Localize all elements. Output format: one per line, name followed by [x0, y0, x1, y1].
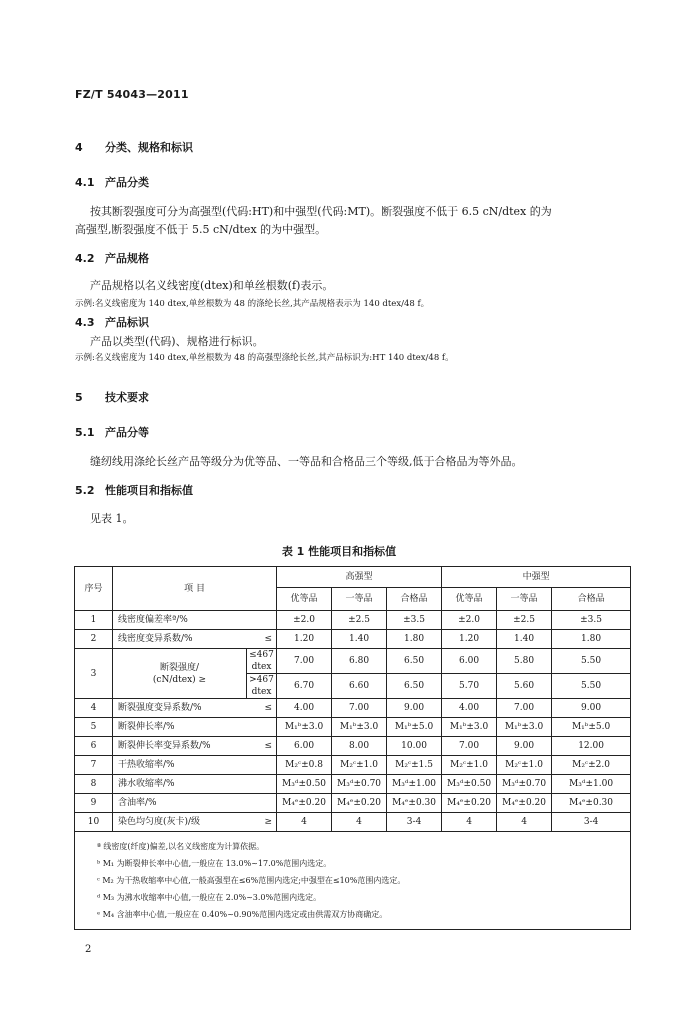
- row-condition: ≤467 dtex: [247, 649, 277, 674]
- table-header-row: [75, 567, 631, 588]
- section-title: 产品标识: [105, 316, 149, 329]
- cell: ±2.5: [497, 611, 552, 630]
- section-4-1-text-line2: 高强型,断裂强度不低于 5.5 cN/dtex 的为中强型。: [75, 223, 327, 236]
- row-item: 断裂伸长率变异系数/%: [113, 737, 247, 756]
- cell: M₄ᵉ±0.30: [387, 794, 442, 813]
- cell: 6.50: [387, 649, 442, 674]
- row-item: 线密度变异系数/%: [113, 630, 247, 649]
- row-no: 5: [75, 718, 113, 737]
- table-row: [75, 699, 631, 718]
- cell: M₁ᵇ±5.0: [552, 718, 631, 737]
- cell: ±3.5: [552, 611, 631, 630]
- cell: 1.80: [552, 630, 631, 649]
- cell: 4.00: [442, 699, 497, 718]
- cell: M₂ᶜ±1.5: [387, 756, 442, 775]
- cell: 3-4: [552, 813, 631, 832]
- cell: 8.00: [332, 737, 387, 756]
- cell: 6.60: [332, 674, 387, 699]
- section-4-1-text-line1: 按其断裂强度可分为高强型(代码:HT)和中强型(代码:MT)。断裂强度不低于 6.5 cN/dtex 的为: [90, 205, 552, 218]
- row-no: 7: [75, 756, 113, 775]
- cell: 7.00: [277, 649, 332, 674]
- cell: M₃ᵈ±0.50: [277, 775, 332, 794]
- cell: 4: [442, 813, 497, 832]
- header-item: 项 目: [113, 567, 277, 611]
- header-no: 序号: [75, 567, 113, 611]
- section-number: 4.1: [75, 176, 95, 189]
- section-4-heading: [75, 139, 193, 155]
- section-4-3-heading: [75, 314, 149, 330]
- table-note: ᵇ M₁ 为断裂伸长率中心值,一般应在 13.0%~17.0%范围内选定。: [97, 859, 332, 868]
- cell: 6.80: [332, 649, 387, 674]
- cell: 5.80: [497, 649, 552, 674]
- cell: 4: [497, 813, 552, 832]
- cell: M₃ᵈ±0.70: [332, 775, 387, 794]
- cell: M₃ᵈ±1.00: [552, 775, 631, 794]
- header-medium-strength: 中强型: [442, 567, 631, 588]
- section-4-3-text: 产品以类型(代码)、规格进行标识。: [90, 335, 264, 348]
- cell: 1.40: [497, 630, 552, 649]
- section-title: 分类、规格和标识: [105, 141, 193, 154]
- cell: 12.00: [552, 737, 631, 756]
- section-5-1-text: 缝纫线用涤纶长丝产品等级分为优等品、一等品和合格品三个等级,低于合格品为等外品。: [90, 455, 523, 468]
- row-item: 染色均匀度(灰卡)/级: [113, 813, 247, 832]
- section-title: 技术要求: [105, 391, 149, 404]
- row-no: 3: [75, 649, 113, 699]
- cell: 7.00: [497, 699, 552, 718]
- row-operator: ≥: [247, 813, 277, 832]
- cell: M₂ᶜ±2.0: [552, 756, 631, 775]
- cell: 9.00: [497, 737, 552, 756]
- cell: 10.00: [387, 737, 442, 756]
- table-notes-row: [75, 832, 631, 930]
- cell: 1.20: [277, 630, 332, 649]
- section-title: 产品分类: [105, 176, 149, 189]
- cell: 7.00: [332, 699, 387, 718]
- cell: M₁ᵇ±3.0: [442, 718, 497, 737]
- section-4-1-heading: [75, 174, 149, 190]
- page-number: 2: [85, 944, 92, 955]
- row-item: 断裂伸长率/%: [113, 718, 277, 737]
- section-number: 5.2: [75, 484, 95, 497]
- table-row: [75, 737, 631, 756]
- cell: 1.40: [332, 630, 387, 649]
- table-row: [75, 775, 631, 794]
- cell: 4: [277, 813, 332, 832]
- cell: 6.00: [277, 737, 332, 756]
- table-note: ᵈ M₃ 为沸水收缩率中心值,一般应在 2.0%~3.0%范围内选定。: [97, 893, 322, 902]
- header-grade: 一等品: [332, 588, 387, 611]
- row-no: 8: [75, 775, 113, 794]
- standard-number: FZ/T 54043—2011: [75, 88, 189, 101]
- cell: M₄ᵉ±0.20: [277, 794, 332, 813]
- table-note: ª 线密度(纤度)偏差,以名义线密度为计算依据。: [97, 842, 265, 851]
- table-row: [75, 794, 631, 813]
- table-row: [75, 630, 631, 649]
- cell: 1.80: [387, 630, 442, 649]
- table-row: [75, 611, 631, 630]
- section-number: 5.1: [75, 426, 95, 439]
- section-4-2-example: 示例:名义线密度为 140 dtex,单丝根数为 48 的涤纶长丝,其产品规格表示为 140 dtex/48 f。: [75, 299, 430, 309]
- cell: ±2.0: [277, 611, 332, 630]
- cell: M₁ᵇ±3.0: [277, 718, 332, 737]
- section-5-2-text: 见表 1。: [90, 512, 134, 525]
- header-high-strength: 高强型: [277, 567, 442, 588]
- table-note: ᶜ M₂ 为干热收缩率中心值,一般高强型在≤6%范围内选定;中强型在≤10%范围内选定。: [97, 876, 406, 885]
- cell: 9.00: [552, 699, 631, 718]
- cell: M₁ᵇ±5.0: [387, 718, 442, 737]
- section-5-heading: [75, 389, 149, 405]
- table-note: ᵉ M₄ 含油率中心值,一般应在 0.40%~0.90%范围内选定或由供需双方协商确定。: [97, 910, 388, 919]
- cell: M₄ᵉ±0.20: [442, 794, 497, 813]
- section-title: 产品规格: [105, 252, 149, 265]
- cell: 7.00: [442, 737, 497, 756]
- row-no: 4: [75, 699, 113, 718]
- header-grade: 合格品: [387, 588, 442, 611]
- section-title: 产品分等: [105, 426, 149, 439]
- section-title: 性能项目和指标值: [105, 484, 193, 497]
- cell: 4.00: [277, 699, 332, 718]
- row-condition: >467 dtex: [247, 674, 277, 699]
- row-operator: ≤: [247, 630, 277, 649]
- cell: M₁ᵇ±3.0: [497, 718, 552, 737]
- cell: 1.20: [442, 630, 497, 649]
- cell: M₃ᵈ±0.70: [497, 775, 552, 794]
- header-grade: 优等品: [442, 588, 497, 611]
- section-number: 4.2: [75, 252, 95, 265]
- row-item: 干热收缩率/%: [113, 756, 277, 775]
- cell: 5.70: [442, 674, 497, 699]
- cell: 6.50: [387, 674, 442, 699]
- section-4-3-example: 示例:名义线密度为 140 dtex,单丝根数为 48 的高强型涤纶长丝,其产品标识为:HT 140 dtex/48 f。: [75, 353, 454, 363]
- section-4-2-text: 产品规格以名义线密度(dtex)和单丝根数(f)表示。: [90, 279, 334, 292]
- cell: 5.50: [552, 674, 631, 699]
- header-grade: 优等品: [277, 588, 332, 611]
- row-no: 2: [75, 630, 113, 649]
- cell: ±2.5: [332, 611, 387, 630]
- row-item: 沸水收缩率/%: [113, 775, 277, 794]
- performance-table: [74, 566, 631, 930]
- cell: M₁ᵇ±3.0: [332, 718, 387, 737]
- section-5-2-heading: [75, 482, 193, 498]
- cell: ±3.5: [387, 611, 442, 630]
- section-number: 4: [75, 141, 83, 154]
- cell: 3-4: [387, 813, 442, 832]
- row-item: [113, 649, 247, 699]
- table-row: [75, 813, 631, 832]
- cell: M₃ᵈ±0.50: [442, 775, 497, 794]
- table-row: [75, 649, 631, 674]
- cell: ±2.0: [442, 611, 497, 630]
- row-operator: ≤: [247, 737, 277, 756]
- cell: 9.00: [387, 699, 442, 718]
- cell: M₄ᵉ±0.20: [332, 794, 387, 813]
- cell: 4: [332, 813, 387, 832]
- row-item-line2: (cN/dtex) ≥: [152, 674, 207, 685]
- row-operator: ≤: [247, 699, 277, 718]
- section-number: 4.3: [75, 316, 95, 329]
- section-number: 5: [75, 391, 83, 404]
- table-row: [75, 756, 631, 775]
- cell: M₄ᵉ±0.20: [497, 794, 552, 813]
- table-notes: [75, 832, 631, 930]
- row-item: 含油率/%: [113, 794, 277, 813]
- row-item: 线密度偏差率ª/%: [113, 611, 277, 630]
- cell: 5.50: [552, 649, 631, 674]
- cell: 5.60: [497, 674, 552, 699]
- table-row: [75, 718, 631, 737]
- section-4-2-heading: [75, 250, 149, 266]
- cell: M₂ᶜ±0.8: [277, 756, 332, 775]
- cell: M₂ᶜ±1.0: [332, 756, 387, 775]
- cell: 6.00: [442, 649, 497, 674]
- row-item-line1: 断裂强度/: [159, 662, 200, 673]
- cell: 6.70: [277, 674, 332, 699]
- row-no: 10: [75, 813, 113, 832]
- row-no: 1: [75, 611, 113, 630]
- header-grade: 一等品: [497, 588, 552, 611]
- row-no: 9: [75, 794, 113, 813]
- cell: M₃ᵈ±1.00: [387, 775, 442, 794]
- row-item: 断裂强度变异系数/%: [113, 699, 247, 718]
- cell: M₄ᵉ±0.30: [552, 794, 631, 813]
- section-5-1-heading: [75, 424, 149, 440]
- row-no: 6: [75, 737, 113, 756]
- cell: M₂ᶜ±1.0: [497, 756, 552, 775]
- header-grade: 合格品: [552, 588, 631, 611]
- cell: M₂ᶜ±1.0: [442, 756, 497, 775]
- table-caption: 表 1 性能项目和指标值: [281, 545, 397, 558]
